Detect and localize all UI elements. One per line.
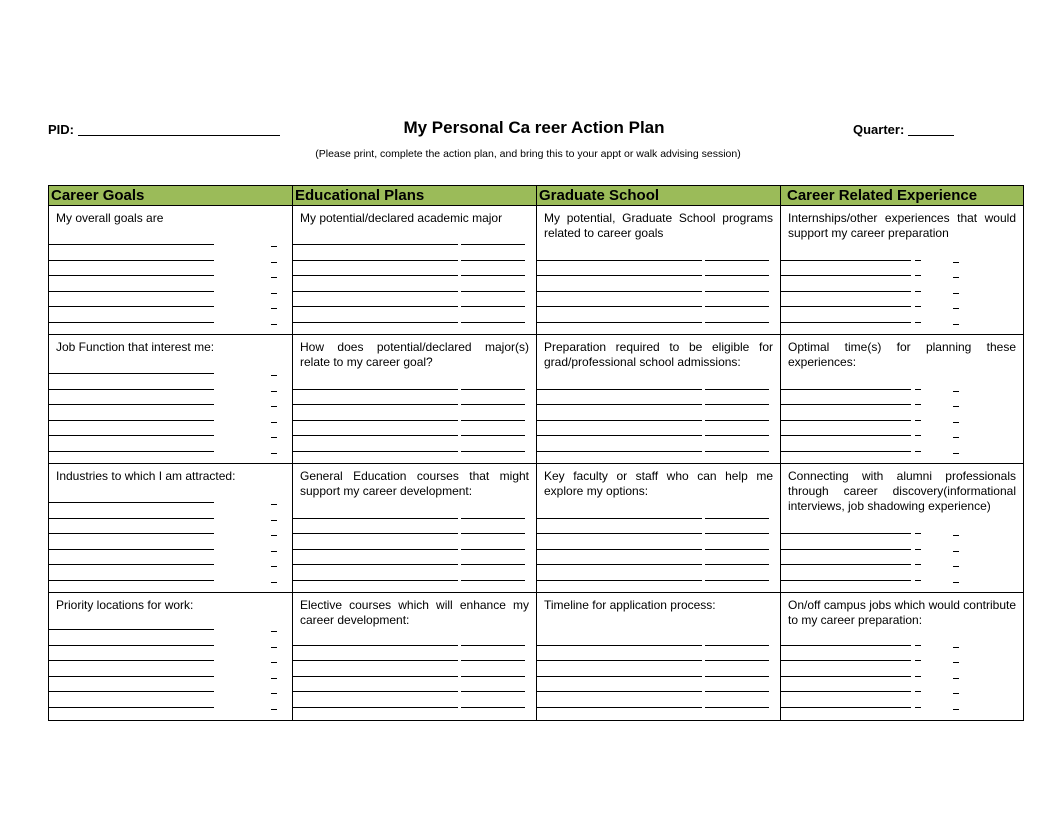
answer-line[interactable] [49, 506, 292, 520]
answer-line[interactable] [293, 633, 536, 647]
quarter-blank-line[interactable] [908, 135, 954, 136]
writing-lines [537, 206, 780, 335]
answer-line[interactable] [537, 263, 780, 277]
answer-line[interactable] [781, 679, 1023, 693]
answer-line[interactable] [49, 310, 292, 324]
section-graduate-school-3[interactable] [537, 464, 781, 593]
answer-line[interactable] [293, 263, 536, 277]
answer-line[interactable] [49, 490, 292, 504]
section-prompt: Job Function that interest me: [56, 340, 215, 354]
answer-line[interactable] [293, 506, 536, 520]
writing-lines [781, 335, 1023, 464]
answer-line[interactable] [781, 439, 1023, 453]
answer-line[interactable] [49, 408, 292, 422]
section-prompt: Internships/other experiences that would support my career preparation [788, 211, 1016, 240]
answer-line[interactable] [781, 552, 1023, 566]
answer-line[interactable] [293, 392, 536, 406]
answer-line[interactable] [537, 439, 780, 453]
section-career-goals-2[interactable] [49, 335, 293, 464]
answer-line[interactable] [781, 310, 1023, 324]
answer-line[interactable] [781, 392, 1023, 406]
answer-line[interactable] [293, 552, 536, 566]
answer-line[interactable] [781, 294, 1023, 308]
answer-line[interactable] [537, 552, 780, 566]
answer-line[interactable] [781, 423, 1023, 437]
quarter-field[interactable] [853, 122, 954, 137]
answer-line[interactable] [293, 408, 536, 422]
answer-line[interactable] [293, 679, 536, 693]
pid-field[interactable] [48, 122, 280, 137]
section-prompt: How does potential/declared major(s) relate to my career goal? [300, 340, 529, 369]
answer-line[interactable] [293, 648, 536, 662]
answer-line[interactable] [537, 248, 780, 262]
answer-line[interactable] [781, 521, 1023, 535]
section-prompt: Timeline for application process: [544, 598, 716, 612]
answer-line[interactable] [537, 408, 780, 422]
answer-line[interactable] [781, 648, 1023, 662]
section-prompt: Industries to which I am attracted: [56, 469, 236, 483]
answer-line[interactable] [537, 679, 780, 693]
answer-line[interactable] [49, 361, 292, 375]
writing-lines [293, 593, 536, 720]
answer-line[interactable] [293, 310, 536, 324]
answer-line[interactable] [781, 279, 1023, 293]
answer-line[interactable] [293, 248, 536, 262]
section-career-goals-1[interactable] [49, 206, 293, 335]
answer-line[interactable] [49, 263, 292, 277]
section-prompt: On/off campus jobs which would contribute to my career preparation: [788, 598, 1016, 627]
writing-lines [49, 464, 292, 593]
answer-line[interactable] [49, 439, 292, 453]
answer-line[interactable] [537, 633, 780, 647]
section-prompt: Connecting with alumni professionals through career discovery(informational interviews, job shadowing experience) [788, 469, 1016, 513]
writing-lines [537, 335, 780, 464]
section-prompt: Optimal time(s) for planning these experiences: [788, 340, 1016, 369]
answer-line[interactable] [49, 679, 292, 693]
answer-line[interactable] [781, 568, 1023, 582]
section-graduate-school-1[interactable] [537, 206, 781, 335]
answer-line[interactable] [49, 633, 292, 647]
column-heading-career-goals: Career Goals [49, 186, 293, 206]
section-prompt: Key faculty or staff who can help me explore my options: [544, 469, 773, 498]
answer-line[interactable] [293, 521, 536, 535]
answer-line[interactable] [293, 232, 536, 246]
section-educational-plans-4[interactable] [293, 593, 537, 720]
section-prompt: My potential/declared academic major [300, 211, 503, 225]
answer-line[interactable] [49, 521, 292, 535]
pid-label: PID: [48, 122, 74, 137]
answer-line[interactable] [49, 695, 292, 709]
column-heading-educational-plans: Educational Plans [293, 186, 537, 206]
answer-line[interactable] [537, 392, 780, 406]
column-heading-career-related-experience: Career Related Experience [781, 186, 1023, 206]
writing-lines [49, 335, 292, 464]
pid-blank-line[interactable] [78, 135, 280, 136]
answer-line[interactable] [293, 439, 536, 453]
answer-line[interactable] [781, 695, 1023, 709]
section-educational-plans-3[interactable] [293, 464, 537, 593]
answer-line[interactable] [49, 279, 292, 293]
answer-line[interactable] [49, 232, 292, 246]
section-career-related-experience-1[interactable] [781, 206, 1023, 335]
answer-line[interactable] [49, 648, 292, 662]
writing-lines [49, 593, 292, 720]
section-career-related-experience-4[interactable] [781, 593, 1023, 720]
answer-line[interactable] [537, 521, 780, 535]
answer-line[interactable] [49, 294, 292, 308]
section-prompt: My potential, Graduate School programs related to career goals [544, 211, 773, 240]
answer-line[interactable] [781, 377, 1023, 391]
answer-line[interactable] [293, 279, 536, 293]
section-prompt: Priority locations for work: [56, 598, 194, 612]
section-career-related-experience-3[interactable] [781, 464, 1023, 593]
answer-line[interactable] [293, 423, 536, 437]
writing-lines [781, 593, 1023, 720]
answer-line[interactable] [537, 695, 780, 709]
answer-line[interactable] [781, 633, 1023, 647]
answer-line[interactable] [49, 568, 292, 582]
answer-line[interactable] [537, 568, 780, 582]
answer-line[interactable] [49, 392, 292, 406]
section-prompt: Preparation required to be eligible for grad/professional school admissions: [544, 340, 773, 369]
answer-line[interactable] [537, 537, 780, 551]
instructions-subtitle: (Please print, complete the action plan, and bring this to your appt or walk advising session) [315, 148, 741, 160]
section-career-goals-3[interactable] [49, 464, 293, 593]
answer-line[interactable] [537, 648, 780, 662]
writing-lines [293, 335, 536, 464]
answer-line[interactable] [49, 664, 292, 678]
answer-line[interactable] [49, 552, 292, 566]
answer-line[interactable] [781, 248, 1023, 262]
answer-line[interactable] [537, 294, 780, 308]
answer-line[interactable] [537, 423, 780, 437]
answer-line[interactable] [537, 664, 780, 678]
answer-line[interactable] [293, 537, 536, 551]
answer-line[interactable] [293, 695, 536, 709]
writing-lines [293, 464, 536, 593]
answer-line[interactable] [49, 617, 292, 631]
answer-line[interactable] [537, 377, 780, 391]
writing-lines [781, 206, 1023, 335]
answer-line[interactable] [781, 664, 1023, 678]
answer-line[interactable] [49, 377, 292, 391]
answer-line[interactable] [49, 537, 292, 551]
answer-line[interactable] [781, 408, 1023, 422]
answer-line[interactable] [537, 279, 780, 293]
writing-lines [537, 464, 780, 593]
answer-line[interactable] [293, 568, 536, 582]
answer-line[interactable] [49, 248, 292, 262]
answer-line[interactable] [781, 263, 1023, 277]
section-prompt: Elective courses which will enhance my career development: [300, 598, 529, 627]
answer-line[interactable] [293, 294, 536, 308]
answer-line[interactable] [293, 664, 536, 678]
writing-lines [293, 206, 536, 335]
section-graduate-school-4[interactable] [537, 593, 781, 720]
writing-lines [537, 593, 780, 720]
answer-line[interactable] [537, 506, 780, 520]
section-prompt: My overall goals are [56, 211, 164, 225]
page-title: My Personal Ca reer Action Plan [403, 118, 665, 137]
section-educational-plans-1[interactable] [293, 206, 537, 335]
section-educational-plans-2[interactable] [293, 335, 537, 464]
section-career-goals-4[interactable] [49, 593, 293, 720]
section-prompt: General Education courses that might support my career development: [300, 469, 529, 498]
section-graduate-school-2[interactable] [537, 335, 781, 464]
career-action-plan-table [48, 185, 1024, 721]
answer-line[interactable] [537, 310, 780, 324]
quarter-label: Quarter: [853, 122, 905, 137]
column-heading-graduate-school: Graduate School [537, 186, 781, 206]
writing-lines [49, 206, 292, 335]
writing-lines [781, 464, 1023, 593]
answer-line[interactable] [293, 377, 536, 391]
answer-line[interactable] [781, 537, 1023, 551]
section-career-related-experience-2[interactable] [781, 335, 1023, 464]
answer-line[interactable] [49, 423, 292, 437]
